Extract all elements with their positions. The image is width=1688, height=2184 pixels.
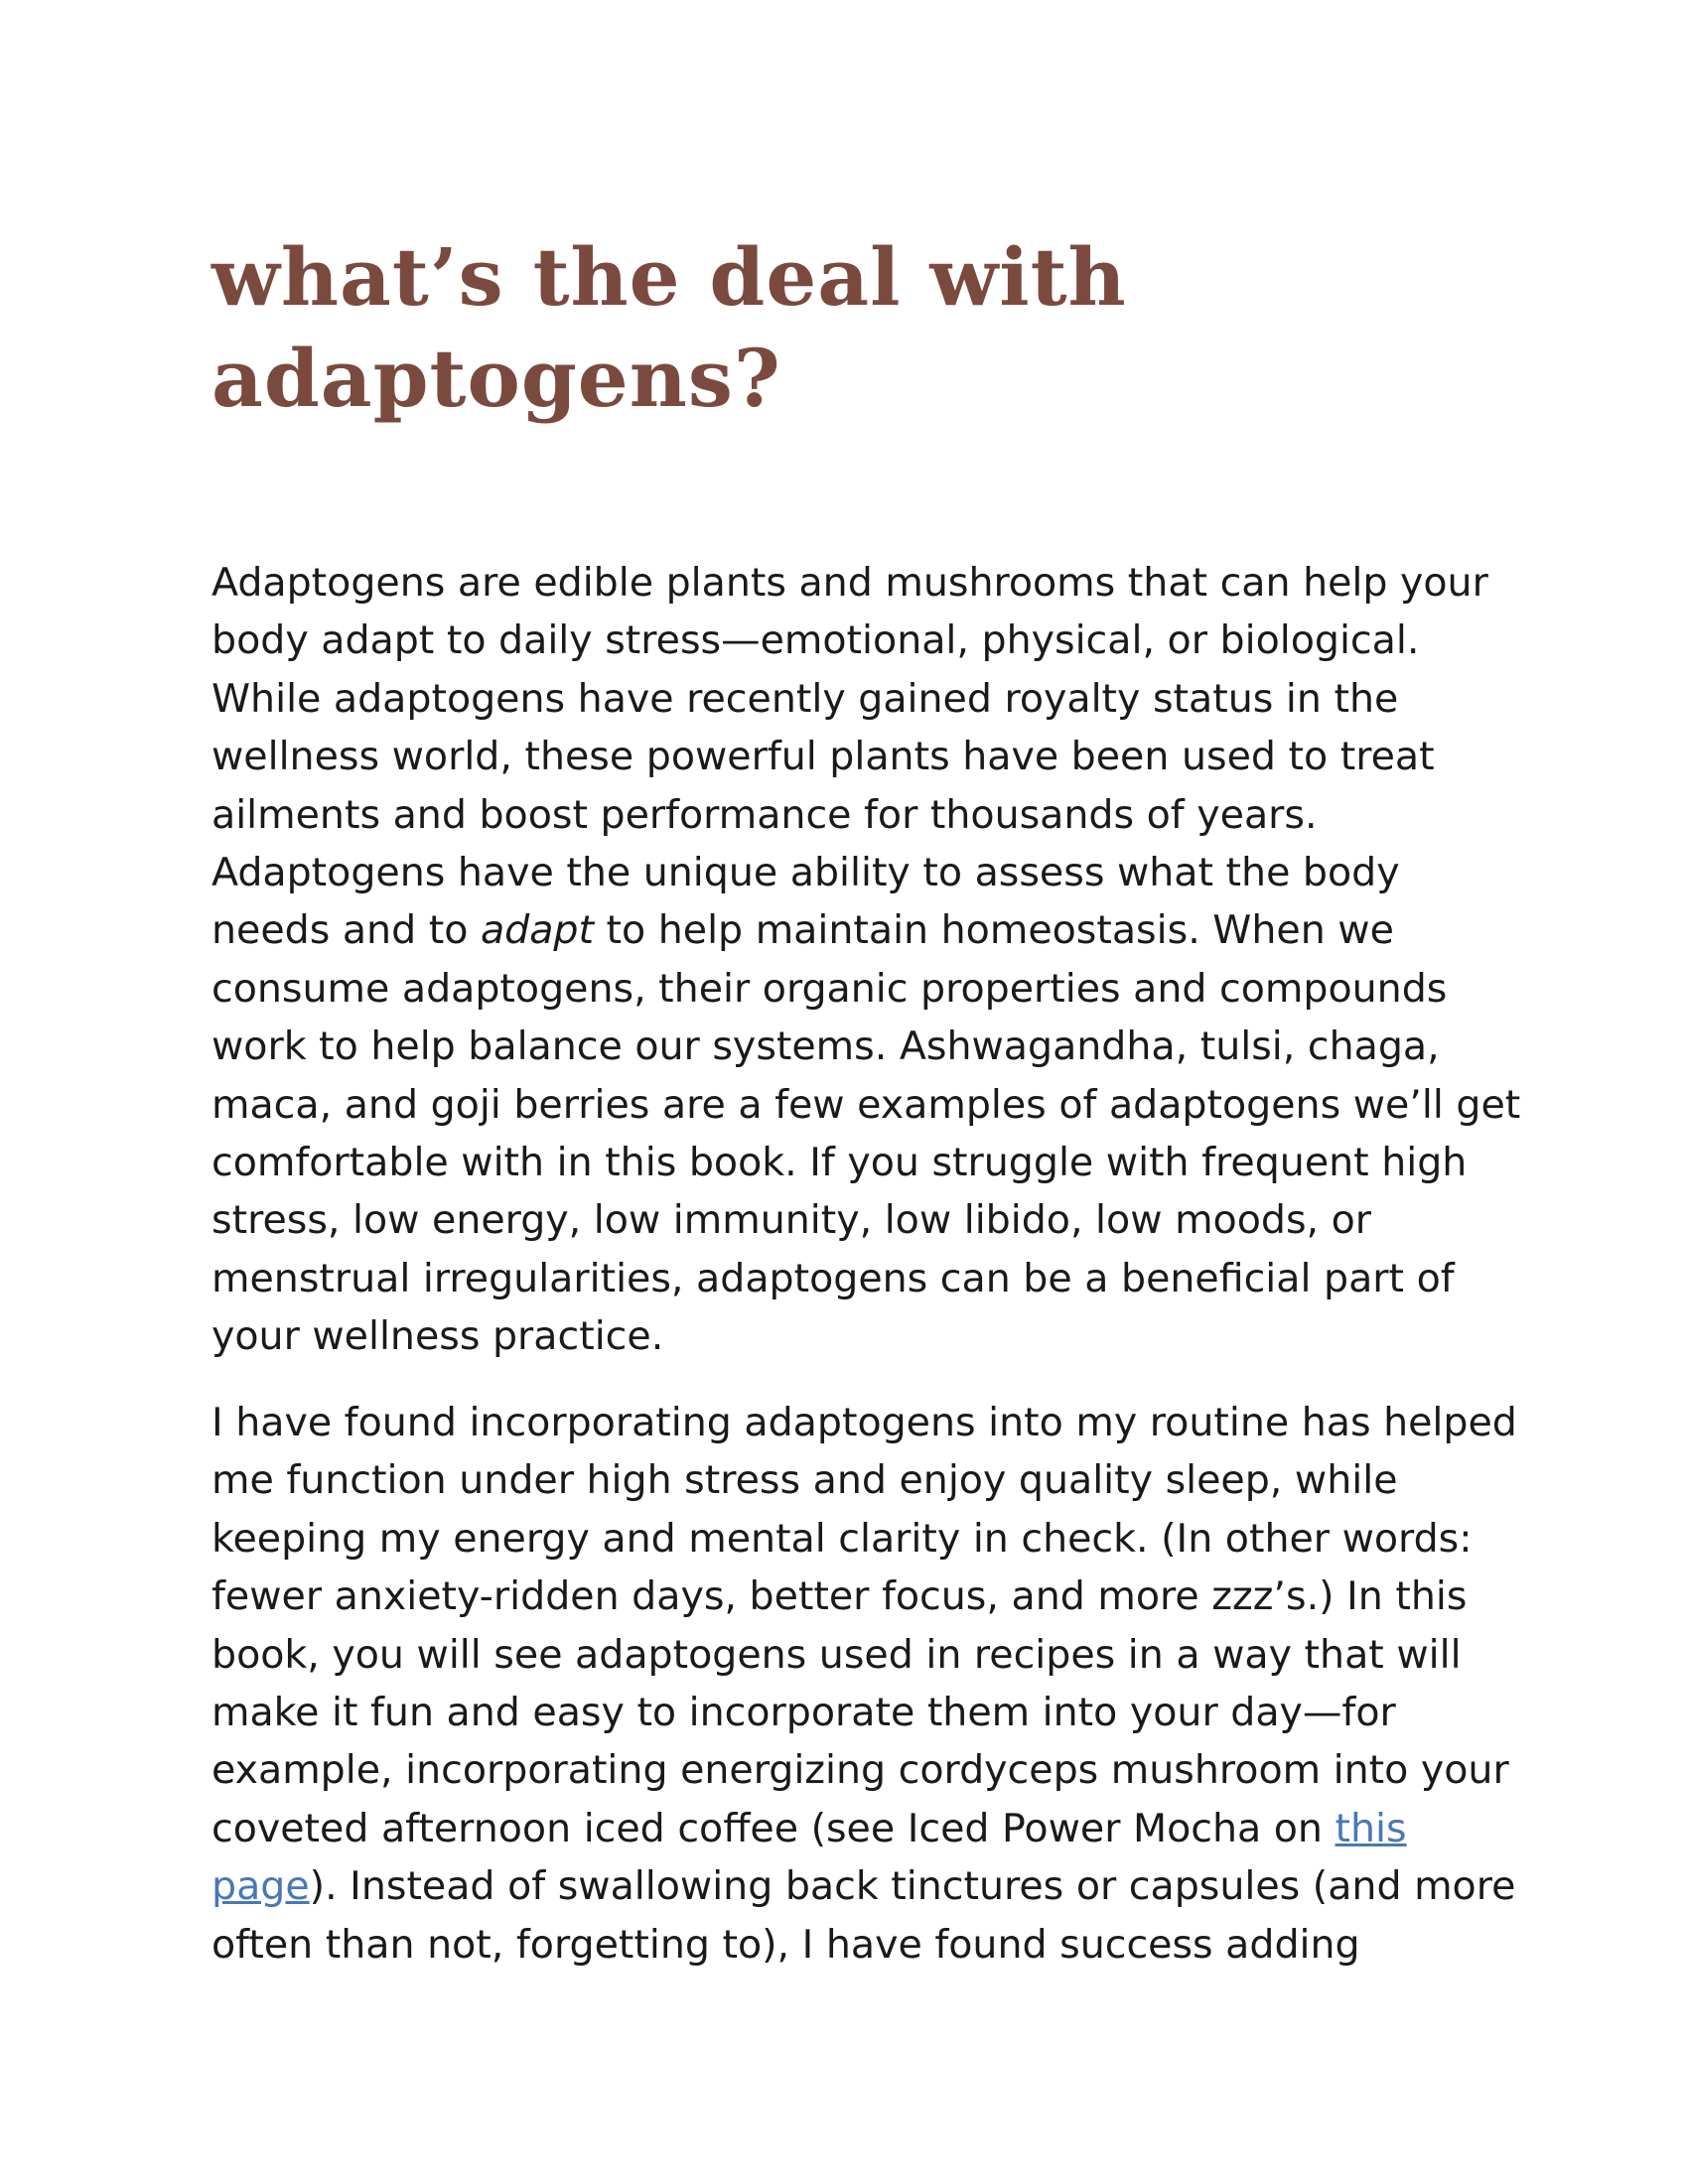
text-line: comfortable with in this book. If you struggle with frequent high [211,1140,1468,1186]
this-page-link-part-1[interactable]: this [1335,1805,1407,1851]
text-line: Adaptogens have the unique ability to assess what the body [211,850,1400,896]
text-segment: coveted afternoon iced coffee (see Iced Power Mocha on [211,1805,1336,1851]
paragraph-personal-experience [211,1394,1517,1974]
title-line-2: adaptogens? [211,332,781,425]
italic-word-adapt: adapt [480,907,594,954]
text-line: often than not, forgetting to), I have found success adding [211,1921,1360,1968]
text-line: fewer anxiety-ridden days, better focus, and more zzz’s.) In this [211,1573,1468,1620]
text-line: example, incorporating energizing cordyceps mushroom into your [211,1747,1509,1794]
text-line: I have found incorporating adaptogens into my routine has helped [211,1400,1517,1445]
paragraph-adaptogens-intro [211,554,1521,1366]
text-line: ailments and boost performance for thousands of years. [211,791,1318,838]
text-segment: ). Instead of swallowing back tinctures or capsules (and more [309,1863,1516,1910]
text-line: maca, and goji berries are a few examples of adaptogens we’ll get [211,1081,1521,1128]
text-segment: needs and to [211,907,481,954]
text-line: keeping my energy and mental clarity in check. (In other words: [211,1515,1473,1562]
text-line: menstrual irregularities, adaptogens can be a beneficial part of [211,1255,1455,1301]
page-title [211,226,1502,429]
text-line: make it fun and easy to incorporate them into your day—for [211,1690,1396,1736]
title-line-1: what’s the deal with [211,230,1127,324]
text-segment: to help maintain homeostasis. When we [593,907,1394,954]
text-line-with-italic [211,901,1492,959]
text-line: me function under high stress and enjoy quality sleep, while [211,1457,1398,1504]
text-line-with-link [211,1800,1492,1857]
text-line-with-link [211,1857,1516,1915]
text-line: Adaptogens are edible plants and mushrooms that can help your [211,560,1488,606]
this-page-link-part-2[interactable]: page [211,1863,310,1910]
text-line: book, you will see adaptogens used in recipes in a way that will [211,1631,1462,1678]
text-line: your wellness practice. [211,1313,664,1360]
text-line: While adaptogens have recently gained royalty status in the [211,675,1399,722]
text-line: work to help balance our systems. Ashwagandha, tulsi, chaga, [211,1024,1440,1070]
text-line: consume adaptogens, their organic properties and compounds [211,965,1448,1012]
text-line: stress, low energy, low immunity, low libido, low moods, or [211,1197,1372,1244]
text-line: wellness world, these powerful plants have been used to treat [211,734,1435,780]
text-line: body adapt to daily stress—emotional, physical, or biological. [211,617,1420,664]
